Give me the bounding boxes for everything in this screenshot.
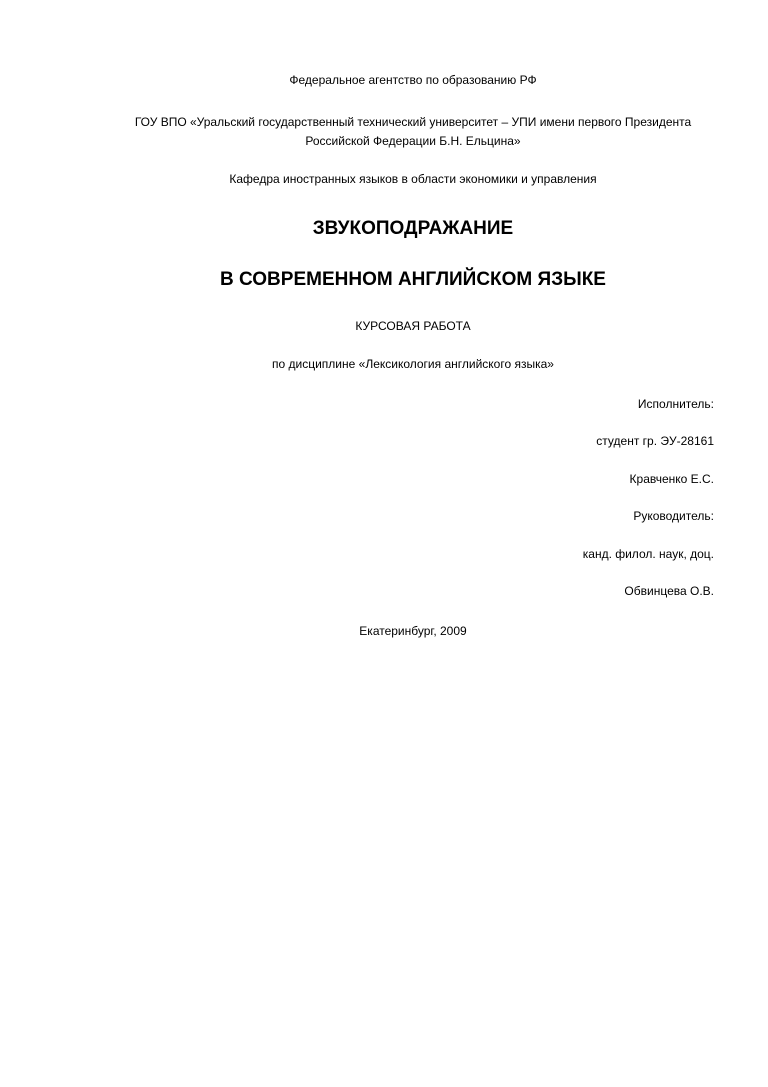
supervisor-name: Обвинцева О.В. [624, 584, 714, 598]
supervisor-label: Руководитель: [633, 509, 714, 523]
author-name: Кравченко Е.С. [629, 472, 714, 486]
author-group: студент гр. ЭУ-28161 [596, 434, 714, 448]
city-year: Екатеринбург, 2009 [359, 624, 467, 638]
supervisor-degree: канд. филол. наук, доц. [582, 547, 714, 561]
university-line-1: ГОУ ВПО «Уральский государственный технический университет – УПИ имени первого Президента [134, 115, 692, 129]
department-line: Кафедра иностранных языков в области экономики и управления [229, 172, 597, 186]
work-type: КУРСОВАЯ РАБОТА [355, 319, 471, 333]
university-line-2: Российской Федерации Б.Н. Ельцина» [305, 134, 521, 148]
title-line-1: ЗВУКОПОДРАЖАНИЕ [312, 218, 514, 239]
author-label: Исполнитель: [637, 397, 714, 411]
agency-line: Федеральное агентство по образованию РФ [289, 73, 537, 87]
title-line-2: В СОВРЕМЕННОМ АНГЛИЙСКОМ ЯЗЫКЕ [220, 269, 606, 290]
discipline-line: по дисциплине «Лексикология английского языка» [272, 357, 554, 371]
